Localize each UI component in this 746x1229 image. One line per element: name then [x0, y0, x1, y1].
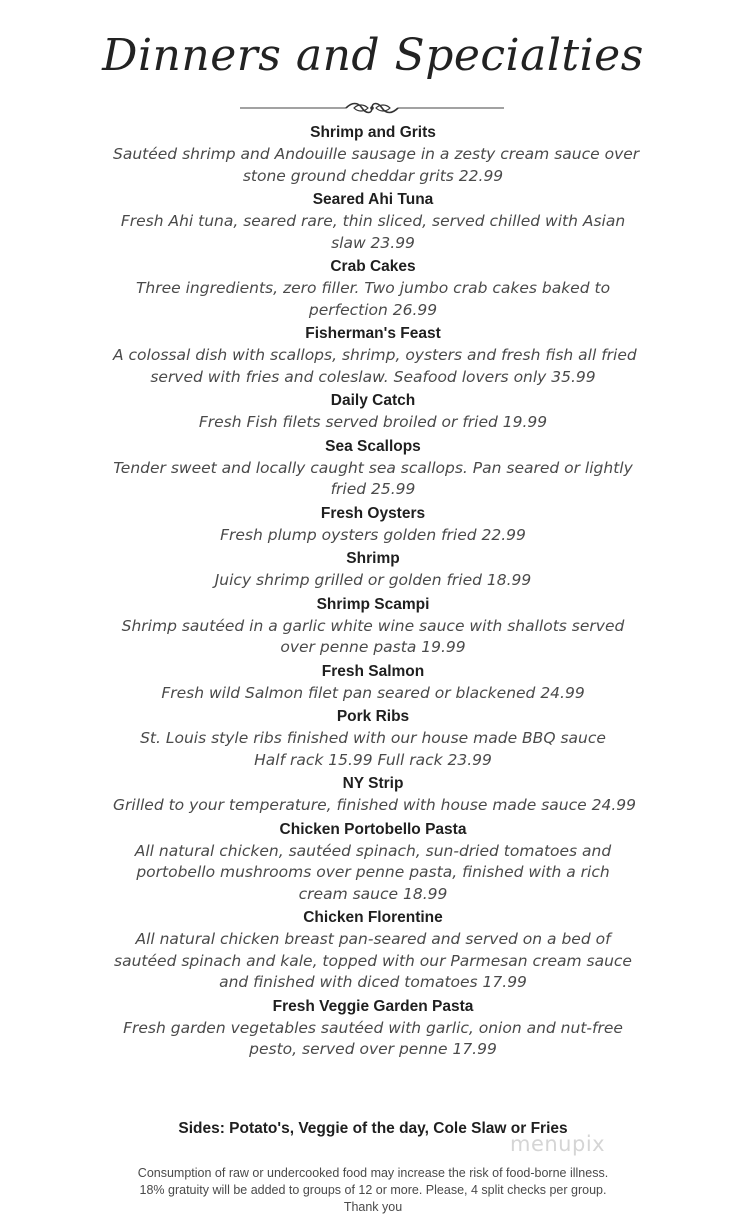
watermark: menupix: [510, 1132, 606, 1156]
menu-item-name: Shrimp and Grits: [310, 124, 436, 141]
menu-item-name: Daily Catch: [330, 392, 416, 409]
description-line: fried 25.99: [330, 480, 416, 498]
description-line: Half rack 15.99 Full rack 23.99: [254, 750, 492, 769]
sides-line: Sides: Potato's, Veggie of the day, Cole Slaw or Fries: [178, 1120, 568, 1137]
menu-item-description: [113, 616, 633, 659]
menu-item-description: [113, 841, 633, 906]
description-line: and finished with diced tomatoes 17.99: [219, 973, 527, 991]
menu-item-description: [113, 795, 636, 817]
menu-item: [0, 706, 746, 771]
description-line: A colossal dish with scallops, shrimp, oysters and fresh fish all fried: [113, 346, 637, 364]
menu-item: [0, 996, 746, 1061]
description-line: slaw 23.99: [331, 233, 415, 252]
footer-line: Consumption of raw or undercooked food may increase the risk of food-borne illness.: [137, 1166, 609, 1180]
menu-item: [0, 189, 746, 254]
description-line: Sautéed shrimp and Andouille sausage in a zesty cream sauce over: [113, 145, 640, 163]
menu-item-name: Chicken Florentine: [303, 909, 443, 926]
description-line: Grilled to your temperature, finished with house made sauce 24.99: [113, 796, 636, 814]
menu-item-description: [113, 211, 633, 254]
description-line: All natural chicken, sautéed spinach, sun-dried tomatoes and: [134, 841, 612, 860]
menu-item: [0, 503, 746, 547]
menu-item-description: [113, 278, 633, 321]
description-line: Fresh Ahi tuna, seared rare, thin sliced, served chilled with Asian: [120, 212, 626, 230]
description-line: Tender sweet and locally caught sea scallops. Pan seared or lightly: [113, 458, 633, 477]
menu-item-name: Fresh Salmon: [321, 662, 425, 680]
ornament-divider: [240, 100, 504, 116]
footer-notice: [0, 1165, 746, 1216]
description-line: Fresh wild Salmon filet pan seared or blackened 24.99: [161, 683, 585, 702]
menu-item: [0, 390, 746, 434]
menu-item-description: [113, 345, 637, 388]
description-line: Fresh garden vegetables sautéed with garlic, onion and nut-free: [123, 1018, 623, 1037]
menu-item-description: [113, 1018, 633, 1061]
menu-item-description: [113, 412, 633, 434]
description-line: Three ingredients, zero filler. Two jumbo crab cakes baked to: [135, 279, 611, 297]
description-line: sautéed spinach and kale, topped with our Parmesan cream sauce: [114, 951, 632, 970]
description-line: perfection 26.99: [308, 300, 438, 319]
description-line: cream sauce 18.99: [298, 884, 448, 903]
menu-item: [0, 436, 746, 501]
menu-item-name: Seared Ahi Tuna: [312, 191, 434, 208]
menu-items: [0, 122, 746, 1063]
menu-item: [0, 548, 746, 592]
description-line: served with fries and coleslaw. Seafood lovers only 35.99: [150, 367, 596, 386]
menu-item-name: Chicken Portobello Pasta: [279, 820, 467, 838]
menu-item-description: [113, 570, 633, 592]
menu-item: [0, 907, 746, 994]
menu-item: [0, 773, 746, 817]
description-line: All natural chicken breast pan-seared and served on a bed of: [135, 930, 611, 948]
menu-item-name: Fisherman's Feast: [305, 325, 441, 342]
menu-item-name: Sea Scallops: [325, 437, 421, 455]
menu-item: [0, 323, 746, 388]
description-line: Fresh plump oysters golden fried 22.99: [220, 525, 526, 544]
menu-item-name: Pork Ribs: [336, 708, 410, 725]
description-line: portobello mushrooms over penne pasta, finished with a rich: [136, 863, 610, 881]
menu-item-name: Crab Cakes: [330, 258, 416, 275]
menu-item-name: Fresh Oysters: [320, 504, 426, 522]
menu-item-description: [113, 683, 633, 705]
description-line: stone ground cheddar grits 22.99: [242, 166, 504, 185]
description-line: Shrimp sautéed in a garlic white wine sauce with shallots served: [121, 616, 625, 635]
description-line: pesto, served over penne 17.99: [249, 1040, 497, 1058]
menu-item: [0, 661, 746, 705]
page-title: Dinners and Specialties: [102, 30, 644, 81]
description-line: over penne pasta 19.99: [280, 638, 466, 656]
menu-item: [0, 819, 746, 906]
menu-item-name: Fresh Veggie Garden Pasta: [272, 997, 474, 1015]
menu-item: [0, 122, 746, 187]
description-line: Juicy shrimp grilled or golden fried 18.99: [214, 571, 532, 589]
menu-item-name: Shrimp: [346, 550, 400, 567]
menu-item-description: [113, 144, 640, 187]
menu-item-description: [113, 525, 633, 547]
footer-line: Thank you: [343, 1200, 403, 1214]
menu-item-description: [113, 728, 633, 771]
menu-item-name: NY Strip: [342, 775, 404, 792]
footer-line: 18% gratuity will be added to groups of 12 or more. Please, 4 split checks per group.: [139, 1183, 607, 1197]
menu-item-description: [113, 458, 633, 501]
menu-item-name: Shrimp Scampi: [316, 595, 430, 613]
description-line: St. Louis style ribs finished with our house made BBQ sauce: [140, 729, 606, 747]
description-line: Fresh Fish filets served broiled or fried 19.99: [198, 413, 548, 431]
menu-item: [0, 594, 746, 659]
menu-item: [0, 256, 746, 321]
menu-item-description: [113, 929, 633, 994]
